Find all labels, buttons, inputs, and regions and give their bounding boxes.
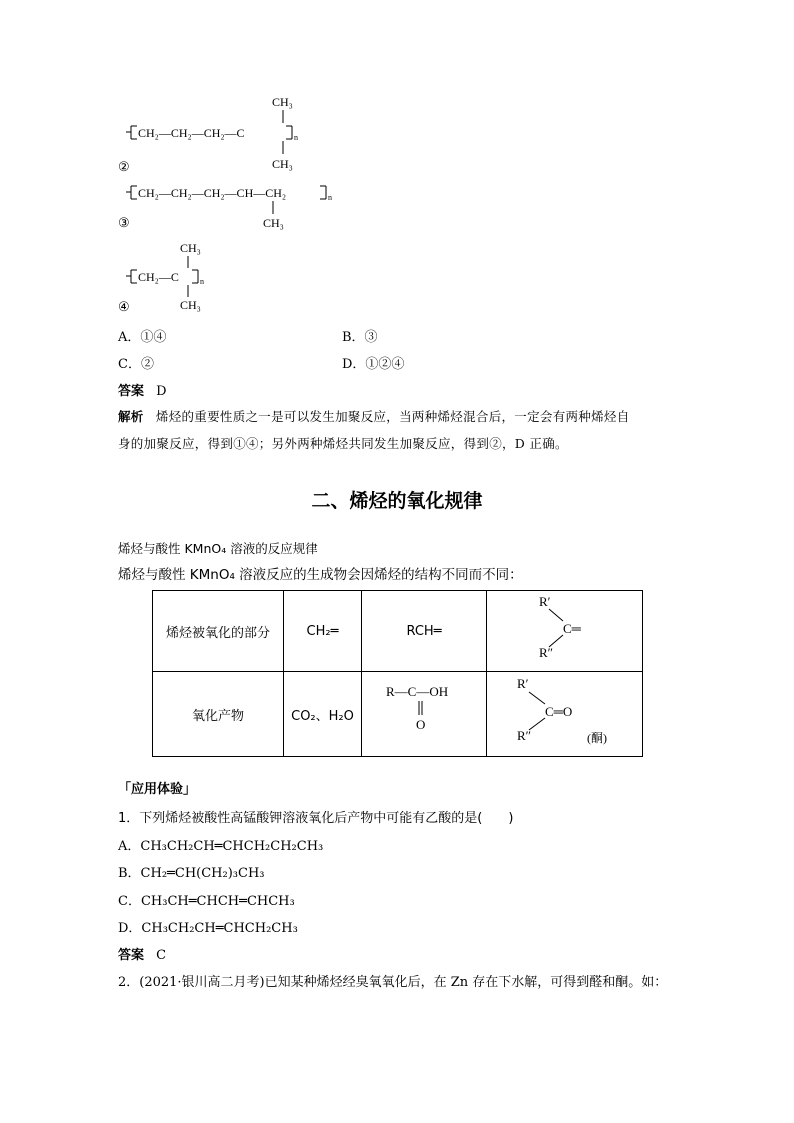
acid-oxygen-label: O [416, 717, 426, 732]
answer-line [118, 380, 167, 399]
analysis-label: 解析 [118, 409, 144, 424]
answer-value: D [156, 384, 167, 399]
structure-2 [118, 180, 358, 232]
option-b: B．③ [342, 330, 378, 345]
structure-1-top-ch3: CH₃ [272, 95, 293, 109]
item-number-2: ② [118, 160, 130, 175]
section-intro: 烯烃与酸性 KMnO₄ 溶液反应的生成物会因烯烃的结构不同而不同： [118, 567, 523, 583]
question-1: 1．下列烯烃被酸性高锰酸钾溶液氧化后产物中可能有乙酸的是( ) [118, 811, 514, 826]
ketone-r-prime-label: R′ [517, 676, 529, 691]
structure-1 [118, 90, 358, 178]
table-row [153, 591, 643, 672]
section-subhead: 烯烃与酸性 KMnO₄ 溶液的反应规律 [118, 541, 318, 556]
structure-2-chain: CH₂—CH₂—CH₂—CH—CH₂ [138, 186, 287, 200]
r-prime-label: R′ [539, 594, 551, 609]
question-1-answer [118, 944, 166, 963]
item-number-3: ③ [118, 216, 130, 231]
table-cell-co2-h2o: CO₂、H₂O [284, 672, 362, 757]
option-d: D．①②④ [342, 357, 405, 372]
question-1-answer-value: C [156, 948, 167, 963]
structure-3-chain: CH₂—C [138, 270, 179, 284]
structure-1-bottom-ch3: CH₃ [272, 157, 293, 171]
question-1-option-a: A．CH₃CH₂CH═CHCH₂CH₂CH₃ [118, 839, 324, 854]
structure-1-chain: CH₂—CH₂—CH₂—C [138, 126, 245, 140]
table-cell-ketone [487, 672, 643, 757]
structure-2-n: n [328, 193, 332, 202]
oxidation-rule-table [152, 590, 643, 757]
analysis-line-1 [118, 407, 630, 425]
table-cell-ch2: CH₂═ [284, 591, 362, 672]
ketone-r-double-prime-label: R″ [517, 728, 532, 743]
table-head-oxidized-part: 烯烃被氧化的部分 [153, 591, 284, 672]
carboxylic-acid-structure [362, 672, 486, 752]
table-head-product: 氧化产物 [153, 672, 284, 757]
section-title: 二、烯烃的氧化规律 [311, 490, 483, 512]
ketone-structure [487, 672, 642, 752]
ketone-alkene-structure [487, 591, 642, 667]
question-2: 2．(2021·银川高二月考)已知某种烯烃经臭氧氧化后，在 Zn 存在下水解，可得到醛和酮。如： [118, 975, 668, 990]
question-1-option-d: D．CH₃CH₂CH═CHCH₂CH₃ [118, 921, 298, 936]
practice-header: 「应用体验」 [118, 782, 197, 797]
structure-3 [118, 238, 238, 314]
structure-3-n: n [200, 277, 204, 286]
analysis-text-1: 烯烃的重要性质之一是可以发生加聚反应，当两种烯烃混合后，一定会有两种烯烃自 [155, 409, 630, 424]
structure-1-n: n [294, 133, 298, 142]
question-1-answer-label: 答案 [118, 948, 145, 963]
answer-label: 答案 [118, 384, 145, 399]
ketone-carbonyl-label: C═O [545, 704, 573, 719]
carbon-double-label: C═ [563, 621, 581, 636]
r-double-prime-label: R″ [539, 645, 554, 660]
option-a: A．①④ [118, 330, 167, 345]
analysis-line-2: 身的加聚反应，得到①④；另外两种烯烃共同发生加聚反应，得到②，D 正确。 [118, 436, 568, 451]
structure-3-top-ch3: CH₃ [180, 241, 201, 255]
table-cell-rch: RCH═ [362, 591, 487, 672]
question-1-option-c: C．CH₃CH═CHCH═CHCH₃ [118, 894, 295, 909]
item-number-4: ④ [118, 300, 130, 315]
structure-2-bottom-ch3: CH₃ [263, 216, 284, 230]
table-row [153, 672, 643, 757]
table-cell-ketone-alkene [487, 591, 643, 672]
structure-3-bottom-ch3: CH₃ [180, 298, 201, 312]
table-cell-carboxylic-acid [362, 672, 487, 757]
acid-main-label: R—C—OH [386, 684, 449, 699]
ketone-note: (酮) [587, 731, 607, 745]
option-c: C．② [118, 357, 154, 372]
question-1-option-b: B．CH₂═CH(CH₂)₃CH₃ [118, 866, 265, 881]
